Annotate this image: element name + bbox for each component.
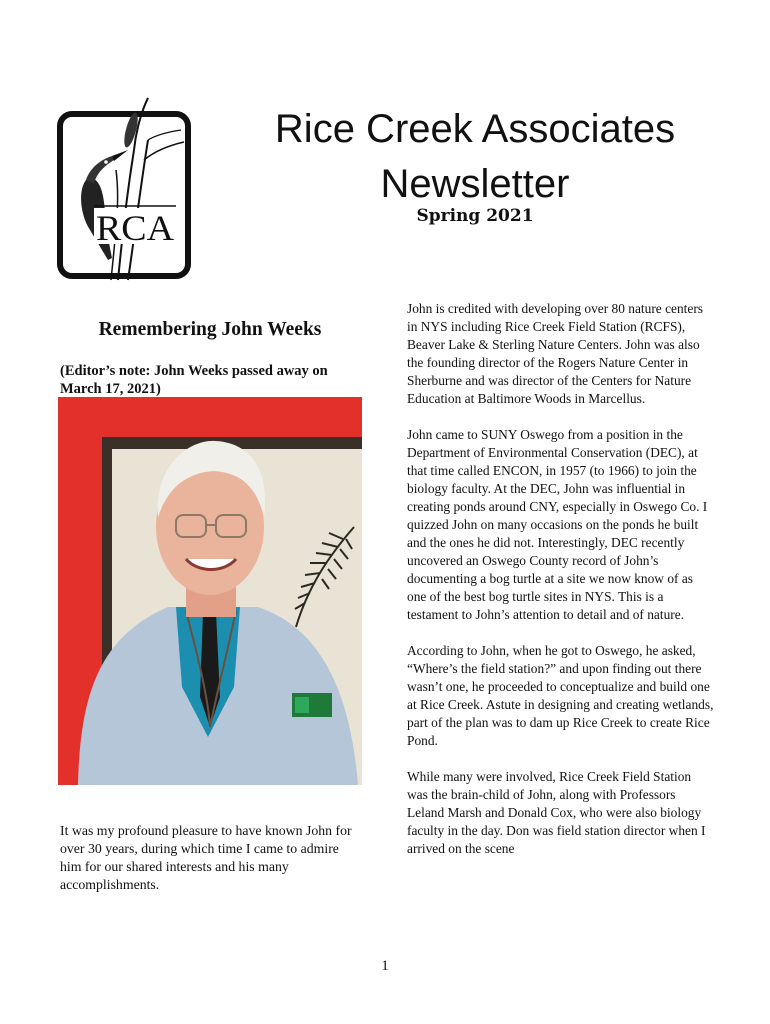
john-weeks-photo xyxy=(58,397,362,785)
newsletter-title-line1: Rice Creek Associates xyxy=(274,107,676,151)
rca-logo xyxy=(56,90,194,282)
article-body xyxy=(407,300,715,876)
article-paragraph: John came to SUNY Oswego from a position in the Department of Environmental Conservation (DEC), at that time called ENCON, in 1957 (to 1966) to join the biology faculty. At the DEC, John was influential in creating ponds around CNY, especially in Oswego Co. I quizzed John on many occasions on the ponds he built and the ones he did not. Interestingly, DEC recently uncovered an Oswego County record of John’s documenting a bog turtle at a site we now know of as one of the best bog turtle sites in NYS. This is a testament to John’s attention to detail and of nature. xyxy=(407,427,708,622)
article-paragraph: According to John, when he got to Oswego, he asked, “Where’s the field station?” and upon finding out there wasn’t one, he proceeded to conceptualize and build one at Rice Creek. Astute in designing and creating wetlands, part of the plan was to dam up Rice Creek to create Rice Pond. xyxy=(407,643,714,748)
page-number: 1 xyxy=(381,958,389,974)
svg-text:RCA: RCA xyxy=(96,208,174,248)
edition-label: Spring 2021 xyxy=(416,206,534,226)
article-paragraph: John is credited with developing over 80 nature centers in NYS including Rice Creek Field Station (RCFS), Beaver Lake & Sterling Nature Centers. John was also the founding director of the Rogers Nature Center in Sherburne and was director of the Centers for Nature Education at Baltimore Woods in Marcellus. xyxy=(407,301,703,406)
newsletter-title-line2: Newsletter xyxy=(380,162,570,206)
article-heading: Remembering John Weeks xyxy=(98,319,322,340)
photo-caption-paragraph: It was my profound pleasure to have known John for over 30 years, during which time I came to admire him for our shared interests and his many accomplishments. xyxy=(60,823,352,892)
article-paragraph: While many were involved, Rice Creek Field Station was the brain-child of John, along with Professors Leland Marsh and Donald Cox, who were also biology faculty in the day. Don was field station director when I arrived on the scene xyxy=(407,769,706,856)
editors-note: (Editor’s note: John Weeks passed away on March 17, 2021) xyxy=(60,363,328,397)
